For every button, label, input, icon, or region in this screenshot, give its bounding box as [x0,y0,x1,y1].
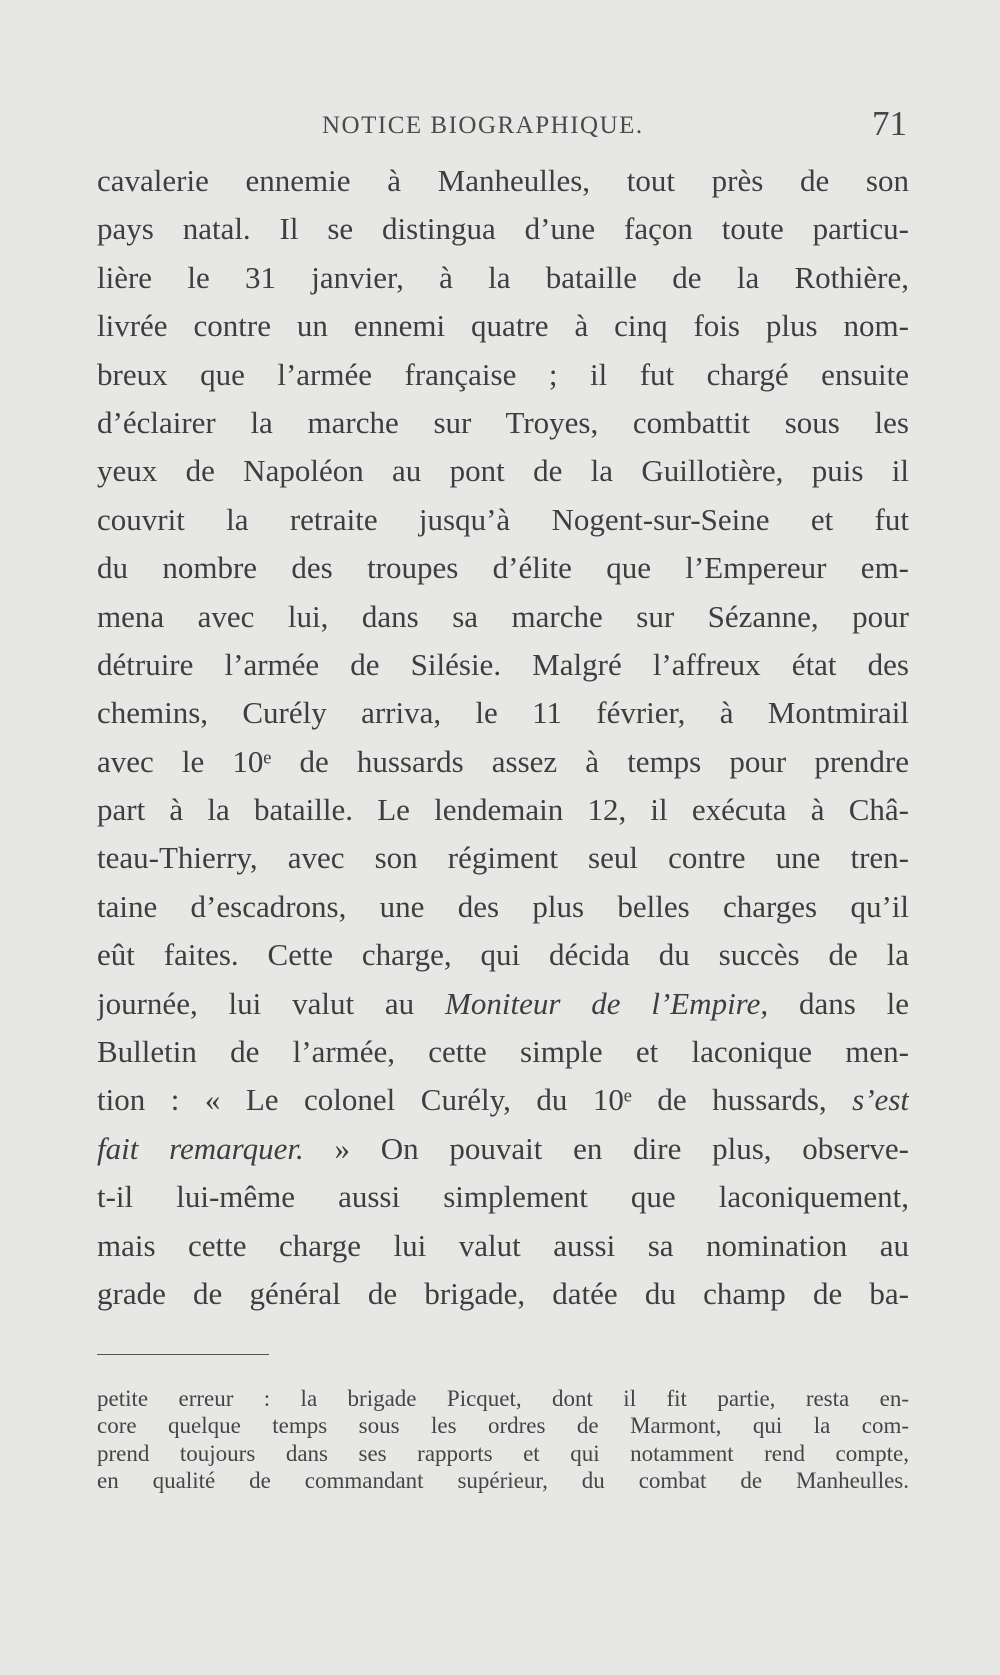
footnote [97,1385,909,1495]
text-line: eût faites. Cette charge, qui décida du succès de la [97,937,909,973]
footnote-line: petite erreur : la brigade Picquet, dont il fit partie, resta en- [97,1386,909,1411]
text-line: t-il lui-même aussi simplement que laconiquement, [97,1179,909,1215]
footnote-separator [97,1354,269,1355]
text-line: tion : « Le colonel Curély, du 10ᵉ de hussards, s’est [97,1082,909,1118]
text-line: mena avec lui, dans sa marche sur Sézanne, pour [97,598,909,634]
text-line: grade de général de brigade, datée du champ de ba- [97,1275,909,1311]
text-line: taine d’escadrons, une des plus belles charges qu’il [97,888,909,924]
text-line: du nombre des troupes d’élite que l’Empereur em- [97,550,909,586]
text-line: chemins, Curély arriva, le 11 février, à Montmirail [97,695,909,731]
footnote-line: en qualité de commandant supérieur, du combat de Manheulles. [97,1468,909,1494]
text-line: fait remarquer. » On pouvait en dire plus, observe- [97,1130,909,1166]
text-line: teau-Thierry, avec son régiment seul contre une tren- [97,840,909,876]
main-text [97,157,909,1318]
text-line: pays natal. Il se distingua d’une façon toute particu- [97,211,909,247]
text-line: cavalerie ennemie à Manheulles, tout près de son [97,163,909,198]
footnote-line: prend toujours dans ses rapports et qui notamment rend compte, [97,1440,909,1466]
page-number: 71 [872,104,907,143]
text-line: part à la bataille. Le lendemain 12, il exécuta à Châ- [97,792,909,828]
text-line: livrée contre un ennemi quatre à cinq fois plus nom- [97,308,909,344]
text-line: yeux de Napoléon au pont de la Guillotière, puis il [97,453,909,489]
text-line: breux que l’armée française ; il fut chargé ensuite [97,356,909,392]
footnote-line: core quelque temps sous les ordres de Marmont, qui la com- [97,1413,909,1439]
text-line: lière le 31 janvier, à la bataille de la Rothière, [97,259,909,295]
text-line: couvrit la retraite jusqu’à Nogent-sur-Seine et fut [97,501,909,537]
text-line: d’éclairer la marche sur Troyes, combattit sous les [97,404,909,440]
text-line: détruire l’armée de Silésie. Malgré l’affreux état des [97,646,909,682]
running-title: NOTICE BIOGRAPHIQUE. [322,112,644,139]
text-line: Bulletin de l’armée, cette simple et laconique men- [97,1034,909,1070]
text-line: mais cette charge lui valut aussi sa nomination au [97,1227,909,1263]
text-line: avec le 10ᵉ de hussards assez à temps pour prendre [97,743,909,779]
text-line: journée, lui valut au Moniteur de l’Empire, dans le [97,985,909,1021]
page-header [97,104,909,144]
